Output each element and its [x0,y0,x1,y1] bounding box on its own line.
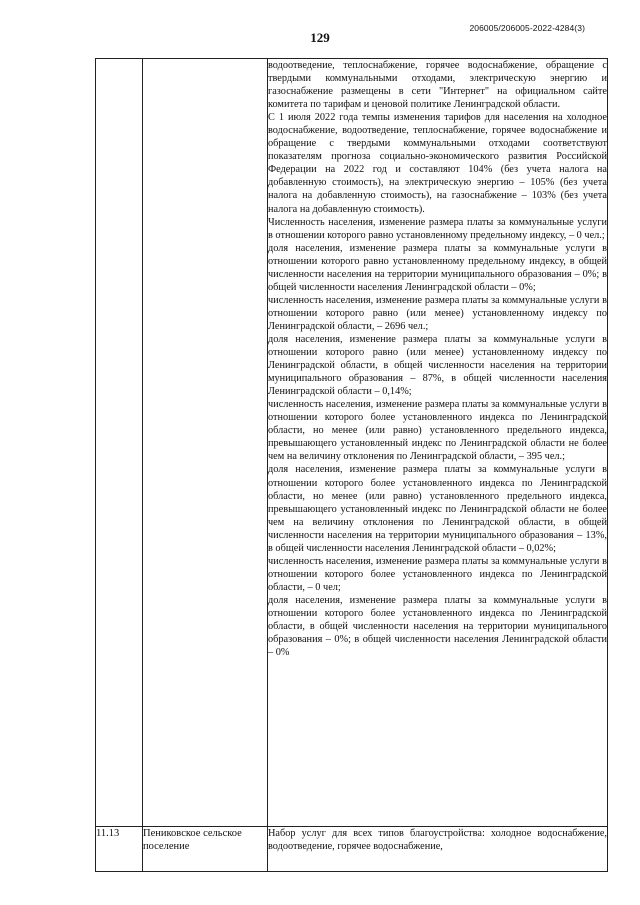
paragraph: доля населения, изменение размера платы за коммунальные услуги в отношении которого равно (или менее) установленному индексу по Ленинградской области, в общей численности населения на территории муниципального образования – 87%, в общей численности населения Ленинградской области – 0,14%; [268,333,607,398]
table-row [96,59,608,827]
paragraph: численность населения, изменение размера платы за коммунальные услуги в отношении которого равно (или менее) установленному индексу по Ленинградской области, – 2696 чел.; [268,294,607,332]
paragraph: численность населения, изменение размера платы за коммунальные услуги в отношении которого более установленного индекса по Ленинградской области, но менее (или равно) установленного предельного индекса, превышающего установленный индекс по Ленинградской области не более чем на величину отклонения по Ленинградской области, – 395 чел.; [268,399,607,463]
paragraph: доля населения, изменение размера платы за коммунальные услуги в отношении которого более установленного индекса по Ленинградской области, но менее (или равно) установленного предельного индекса, превышающего установленный индекс по Ленинградской области не более чем на величину отклонения по Ленинградской области, в общей численности населения на территории муниципального образования – 13%, в общей численности населения Ленинградской области – 0,02%; [268,464,607,554]
page-number: 129 [310,30,330,45]
row-number-cell [96,59,143,827]
document-code: 206005/206005-2022-4284(3) [469,23,585,33]
paragraph: доля населения, изменение размера платы за коммунальные услуги в отношении которого более установленного индекса по Ленинградской области, в общей численности населения на территории муниципального образования – 0%; в общей численности населения Ленинградской области – 0% [268,594,607,659]
paragraph: Численность населения, изменение размера платы за коммунальные услуги в отношении которого равно установленному предельному индексу, – 0 чел.; [268,216,607,241]
paragraph: С 1 июля 2022 года темпы изменения тарифов для населения на холодное водоснабжение, водоотведение, теплоснабжение, горячее водоснабжение и обращение с твердыми коммунальными отходами соответствуют показателям прогноза социально-экономического развития Российской Федерации на 2022 год и составляют 104% (без учета налога на добавленную стоимость), на электрическую энергию – 105% (без учета налога на добавленную стоимость), на газоснабжение – 103% (без учета налога на добавленную стоимость). [268,112,607,215]
tariff-table [95,58,608,872]
paragraph: водоотведение, теплоснабжение, горячее водоснабжение, обращение с твердыми коммунальными отходами, электрическую энергию и газоснабжение размещены в сети "Интернет" на официальном сайте комитета по тарифам и ценовой политике Ленинградской области. [268,60,607,111]
paragraph: доля населения, изменение размера платы за коммунальные услуги в отношении которого равно установленному предельному индексу, в общей численности населения на территории муниципального образования – 0%; в общей численности населения Ленинградской области – 0%; [268,242,607,293]
paragraph: Набор услуг для всех типов благоустройства: холодное водоснабжение, водоотведение, горячее водоснабжение, [268,828,607,853]
municipality-name-cell: Пениковское сельское поселение [143,827,268,872]
row-number-cell: 11.13 [96,827,143,872]
municipality-name-cell [143,59,268,827]
table-row [96,827,608,872]
paragraph: численность населения, изменение размера платы за коммунальные услуги в отношении которого более установленного индекса по Ленинградской области, – 0 чел; [268,555,607,593]
description-cell [268,827,608,872]
description-cell [268,59,608,827]
